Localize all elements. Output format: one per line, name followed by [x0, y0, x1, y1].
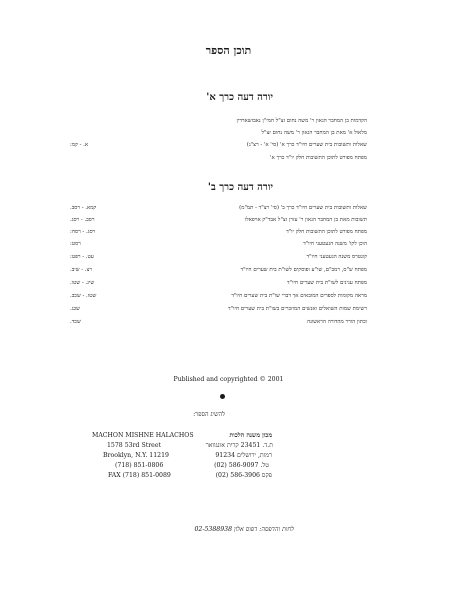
toc-page-b9: שכג. — [70, 306, 80, 312]
en-address-street: 1578 53rd Street — [107, 442, 161, 449]
toc-line-b7: מפתח ענינים לשו"ת בית שערים חיו"ד — [287, 280, 367, 286]
bullet-mark — [220, 394, 225, 399]
toc-page-b6: רצ. - שיב. — [70, 267, 92, 273]
toc-line-b5: קונטרס משנה הגעטעני חיו"ד — [306, 254, 367, 260]
toc-page-b8: שטז. - שכב. — [70, 293, 97, 299]
toc-line-a2: מלאול א' מאת בן המחבר הגאון ר' משה נחום זצ"ל — [261, 130, 367, 136]
toc-line-b9: רשימת שמות השואלים ואנשים המוזכרים בשו"ת בית שערים חיו"ד — [228, 306, 367, 312]
toc-line-b4: הוכן לקו' משנה הגעטעני חיו"ד — [303, 241, 367, 247]
en-address-fax: FAX (718) 851-0089 — [108, 472, 171, 479]
order-label: להשיג הספר: — [193, 411, 225, 418]
toc-page-b3: רסג. - רסח: — [70, 229, 96, 235]
toc-page-b4: רסט: — [70, 241, 81, 247]
toc-page-b5: עט. - רפט: — [70, 254, 94, 260]
toc-line-b6: מפתח ש"ס, רמב"ם, שו"ע ופוסקים לשו"ת בית שערים חיו"ד — [240, 267, 367, 273]
en-address-city: Brooklyn, N.Y. 11219 — [103, 452, 169, 459]
toc-line-a1: הקדמות בן המחבר הגאון ר' משה נחום זצ"ל חמי"ן נאבזשארדין — [236, 118, 367, 124]
en-address-name: MACHON MISHNE HALACHOS — [92, 432, 194, 439]
published-line: Published and copyrighted © 2001 — [173, 376, 284, 383]
en-address-phone: (718) 851-0806 — [115, 462, 164, 469]
he-address-city: רמות, ירושלים 91234 — [215, 452, 272, 459]
toc-line-b2: תשובות מאת בן המחבר הגאון ר' עזרן זצ"ל אבד"ק אויפאלו — [244, 217, 367, 223]
he-address-name: מכון משנה הלכות — [229, 432, 272, 439]
section-b-heading: יורה דעה כרך ב' — [207, 182, 273, 193]
toc-line-a4: מפתח מפורט לתוכן התשובות חלק יו"ד כרך א' — [270, 155, 367, 161]
printer-credit: לחות והדפסה: דפוס אלון 02-5388938 — [194, 526, 294, 533]
he-address-fax: פקס 586-3906 (02) — [215, 472, 272, 479]
toc-line-b8: מראה מקומות לספרים המובאים אך דברי שו"ת בית שערים חיו"ד — [231, 293, 367, 299]
toc-line-b1: שאלות ותשובות בית שערים חיו"ד כרך ב' (סי' רצ"ד - תמ"מ) — [239, 205, 367, 211]
he-address-pobox: ת.ד. 23451 קרית אונגוואר — [205, 442, 273, 449]
toc-page-b7: שיג. - שטו. — [70, 280, 95, 286]
toc-line-b3: מפתח מפורט לתוכן התשובות חלק יו"ד — [286, 229, 367, 235]
toc-page-a3: א. - קמ: — [70, 142, 89, 148]
toc-page-b1: קמא. - רסב. — [70, 205, 97, 211]
section-a-heading: יורה דעה כרך א' — [206, 92, 273, 103]
he-address-phone: טל. 586-9097 (02) — [214, 462, 269, 469]
toc-page-b10: שכד. — [70, 319, 81, 325]
page-title: תוכן הספר — [205, 44, 252, 57]
toc-page-b2: רסב. - רסג. — [70, 217, 95, 223]
toc-line-a3: שאלות ותשובות בית שערים חיו"ד כרך א' (סי' א' - רצ"ג) — [246, 142, 367, 148]
toc-line-b10: וכתון הורר מהדורה הראשונה — [306, 319, 367, 325]
